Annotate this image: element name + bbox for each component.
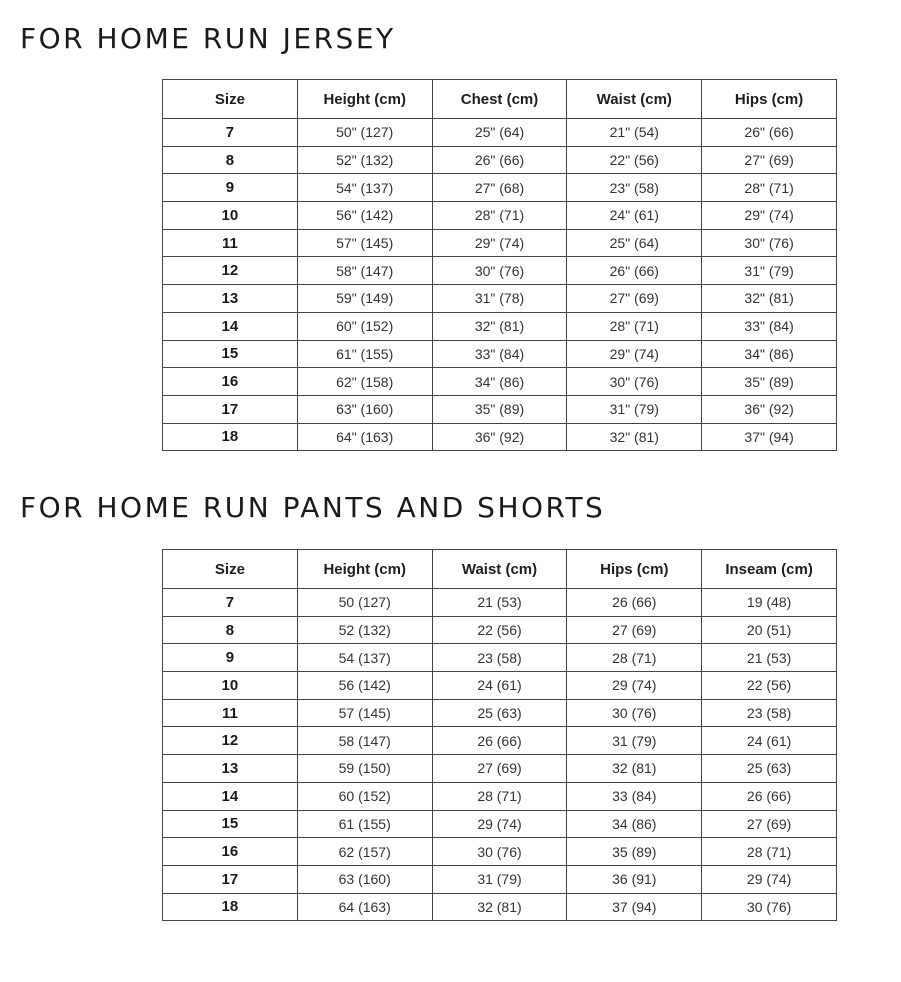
measurement-cell: 64" (163) bbox=[297, 423, 432, 451]
measurement-cell: 28" (71) bbox=[432, 202, 567, 230]
measurement-cell: 26" (66) bbox=[567, 257, 702, 285]
table-row bbox=[163, 865, 837, 893]
measurement-cell: 29" (74) bbox=[702, 202, 837, 230]
measurement-cell: 34 (86) bbox=[567, 810, 702, 838]
measurement-cell: 28 (71) bbox=[432, 782, 567, 810]
size-cell: 17 bbox=[163, 395, 298, 423]
measurement-cell: 21" (54) bbox=[567, 119, 702, 147]
measurement-cell: 61" (155) bbox=[297, 340, 432, 368]
measurement-cell: 24 (61) bbox=[702, 727, 837, 755]
measurement-cell: 28" (71) bbox=[567, 312, 702, 340]
table-row bbox=[163, 285, 837, 313]
measurement-cell: 33" (84) bbox=[432, 340, 567, 368]
measurement-cell: 32" (81) bbox=[567, 423, 702, 451]
measurement-cell: 20 (51) bbox=[702, 616, 837, 644]
measurement-cell: 26 (66) bbox=[567, 589, 702, 617]
size-cell: 15 bbox=[163, 340, 298, 368]
table-row bbox=[163, 672, 837, 700]
size-cell: 12 bbox=[163, 257, 298, 285]
table-row bbox=[163, 229, 837, 257]
measurement-cell: 31" (79) bbox=[702, 257, 837, 285]
size-cell: 11 bbox=[163, 229, 298, 257]
measurement-cell: 27" (69) bbox=[567, 285, 702, 313]
measurement-cell: 32" (81) bbox=[702, 285, 837, 313]
measurement-cell: 58" (147) bbox=[297, 257, 432, 285]
measurement-cell: 63 (160) bbox=[297, 865, 432, 893]
table-row bbox=[163, 368, 837, 396]
measurement-cell: 21 (53) bbox=[702, 644, 837, 672]
size-cell: 18 bbox=[163, 423, 298, 451]
size-cell: 14 bbox=[163, 312, 298, 340]
table-row bbox=[163, 119, 837, 147]
table-row bbox=[163, 727, 837, 755]
column-header-inseam: Inseam (cm) bbox=[702, 550, 837, 589]
measurement-cell: 30 (76) bbox=[567, 699, 702, 727]
measurement-cell: 34" (86) bbox=[702, 340, 837, 368]
measurement-cell: 57" (145) bbox=[297, 229, 432, 257]
column-header-hips: Hips (cm) bbox=[702, 80, 837, 119]
measurement-cell: 22" (56) bbox=[567, 146, 702, 174]
measurement-cell: 25" (64) bbox=[432, 119, 567, 147]
measurement-cell: 29" (74) bbox=[567, 340, 702, 368]
table-row bbox=[163, 395, 837, 423]
measurement-cell: 27 (69) bbox=[567, 616, 702, 644]
measurement-cell: 26" (66) bbox=[432, 146, 567, 174]
measurement-cell: 23" (58) bbox=[567, 174, 702, 202]
size-cell: 18 bbox=[163, 893, 298, 921]
measurement-cell: 26 (66) bbox=[432, 727, 567, 755]
measurement-cell: 28 (71) bbox=[702, 838, 837, 866]
measurement-cell: 30 (76) bbox=[702, 893, 837, 921]
measurement-cell: 34" (86) bbox=[432, 368, 567, 396]
size-cell: 11 bbox=[163, 699, 298, 727]
table-row bbox=[163, 340, 837, 368]
measurement-cell: 27 (69) bbox=[702, 810, 837, 838]
column-header-height: Height (cm) bbox=[297, 550, 432, 589]
column-header-size: Size bbox=[163, 550, 298, 589]
measurement-cell: 56" (142) bbox=[297, 202, 432, 230]
table-header-row bbox=[163, 80, 837, 119]
size-cell: 10 bbox=[163, 672, 298, 700]
measurement-cell: 28" (71) bbox=[702, 174, 837, 202]
size-cell: 16 bbox=[163, 838, 298, 866]
measurement-cell: 30" (76) bbox=[432, 257, 567, 285]
table-row bbox=[163, 257, 837, 285]
measurement-cell: 54 (137) bbox=[297, 644, 432, 672]
measurement-cell: 29 (74) bbox=[702, 865, 837, 893]
measurement-cell: 30" (76) bbox=[567, 368, 702, 396]
pants-size-table bbox=[162, 549, 837, 921]
measurement-cell: 52 (132) bbox=[297, 616, 432, 644]
measurement-cell: 25" (64) bbox=[567, 229, 702, 257]
measurement-cell: 30 (76) bbox=[432, 838, 567, 866]
measurement-cell: 22 (56) bbox=[702, 672, 837, 700]
measurement-cell: 24 (61) bbox=[432, 672, 567, 700]
measurement-cell: 33 (84) bbox=[567, 782, 702, 810]
measurement-cell: 28 (71) bbox=[567, 644, 702, 672]
measurement-cell: 59 (150) bbox=[297, 755, 432, 783]
measurement-cell: 36" (92) bbox=[432, 423, 567, 451]
measurement-cell: 62 (157) bbox=[297, 838, 432, 866]
size-cell: 13 bbox=[163, 285, 298, 313]
table-row bbox=[163, 755, 837, 783]
table-row bbox=[163, 893, 837, 921]
size-cell: 8 bbox=[163, 146, 298, 174]
measurement-cell: 60" (152) bbox=[297, 312, 432, 340]
size-cell: 12 bbox=[163, 727, 298, 755]
column-header-size: Size bbox=[163, 80, 298, 119]
measurement-cell: 58 (147) bbox=[297, 727, 432, 755]
column-header-height: Height (cm) bbox=[297, 80, 432, 119]
measurement-cell: 27 (69) bbox=[432, 755, 567, 783]
measurement-cell: 35 (89) bbox=[567, 838, 702, 866]
jersey-size-table bbox=[162, 79, 837, 451]
measurement-cell: 61 (155) bbox=[297, 810, 432, 838]
measurement-cell: 31 (79) bbox=[432, 865, 567, 893]
size-cell: 14 bbox=[163, 782, 298, 810]
measurement-cell: 24" (61) bbox=[567, 202, 702, 230]
size-cell: 8 bbox=[163, 616, 298, 644]
table-header-row bbox=[163, 550, 837, 589]
measurement-cell: 22 (56) bbox=[432, 616, 567, 644]
measurement-cell: 52" (132) bbox=[297, 146, 432, 174]
jersey-section-title: FOR HOME RUN JERSEY bbox=[20, 22, 396, 55]
measurement-cell: 57 (145) bbox=[297, 699, 432, 727]
measurement-cell: 50" (127) bbox=[297, 119, 432, 147]
table-row bbox=[163, 146, 837, 174]
table-row bbox=[163, 644, 837, 672]
measurement-cell: 27" (68) bbox=[432, 174, 567, 202]
size-cell: 7 bbox=[163, 589, 298, 617]
column-header-hips: Hips (cm) bbox=[567, 550, 702, 589]
table-row bbox=[163, 699, 837, 727]
size-cell: 7 bbox=[163, 119, 298, 147]
measurement-cell: 36" (92) bbox=[702, 395, 837, 423]
measurement-cell: 26" (66) bbox=[702, 119, 837, 147]
measurement-cell: 29 (74) bbox=[432, 810, 567, 838]
measurement-cell: 32 (81) bbox=[432, 893, 567, 921]
table-row bbox=[163, 589, 837, 617]
size-cell: 16 bbox=[163, 368, 298, 396]
measurement-cell: 31" (79) bbox=[567, 395, 702, 423]
measurement-cell: 63" (160) bbox=[297, 395, 432, 423]
measurement-cell: 32 (81) bbox=[567, 755, 702, 783]
table-row bbox=[163, 838, 837, 866]
measurement-cell: 26 (66) bbox=[702, 782, 837, 810]
measurement-cell: 56 (142) bbox=[297, 672, 432, 700]
measurement-cell: 35" (89) bbox=[432, 395, 567, 423]
measurement-cell: 50 (127) bbox=[297, 589, 432, 617]
measurement-cell: 59" (149) bbox=[297, 285, 432, 313]
measurement-cell: 64 (163) bbox=[297, 893, 432, 921]
column-header-waist: Waist (cm) bbox=[432, 550, 567, 589]
measurement-cell: 29" (74) bbox=[432, 229, 567, 257]
table-row bbox=[163, 312, 837, 340]
measurement-cell: 31" (78) bbox=[432, 285, 567, 313]
measurement-cell: 60 (152) bbox=[297, 782, 432, 810]
measurement-cell: 35" (89) bbox=[702, 368, 837, 396]
pants-section-title: FOR HOME RUN PANTS AND SHORTS bbox=[20, 491, 606, 524]
size-cell: 9 bbox=[163, 644, 298, 672]
table-row bbox=[163, 174, 837, 202]
table-row bbox=[163, 616, 837, 644]
measurement-cell: 36 (91) bbox=[567, 865, 702, 893]
measurement-cell: 27" (69) bbox=[702, 146, 837, 174]
column-header-chest: Chest (cm) bbox=[432, 80, 567, 119]
measurement-cell: 29 (74) bbox=[567, 672, 702, 700]
column-header-waist: Waist (cm) bbox=[567, 80, 702, 119]
measurement-cell: 21 (53) bbox=[432, 589, 567, 617]
measurement-cell: 30" (76) bbox=[702, 229, 837, 257]
measurement-cell: 31 (79) bbox=[567, 727, 702, 755]
measurement-cell: 37" (94) bbox=[702, 423, 837, 451]
table-row bbox=[163, 782, 837, 810]
measurement-cell: 33" (84) bbox=[702, 312, 837, 340]
measurement-cell: 25 (63) bbox=[702, 755, 837, 783]
table-row bbox=[163, 423, 837, 451]
measurement-cell: 37 (94) bbox=[567, 893, 702, 921]
size-cell: 9 bbox=[163, 174, 298, 202]
measurement-cell: 54" (137) bbox=[297, 174, 432, 202]
size-cell: 17 bbox=[163, 865, 298, 893]
table-row bbox=[163, 202, 837, 230]
size-cell: 10 bbox=[163, 202, 298, 230]
size-cell: 15 bbox=[163, 810, 298, 838]
measurement-cell: 25 (63) bbox=[432, 699, 567, 727]
measurement-cell: 23 (58) bbox=[432, 644, 567, 672]
table-row bbox=[163, 810, 837, 838]
measurement-cell: 23 (58) bbox=[702, 699, 837, 727]
measurement-cell: 19 (48) bbox=[702, 589, 837, 617]
measurement-cell: 32" (81) bbox=[432, 312, 567, 340]
size-cell: 13 bbox=[163, 755, 298, 783]
measurement-cell: 62" (158) bbox=[297, 368, 432, 396]
